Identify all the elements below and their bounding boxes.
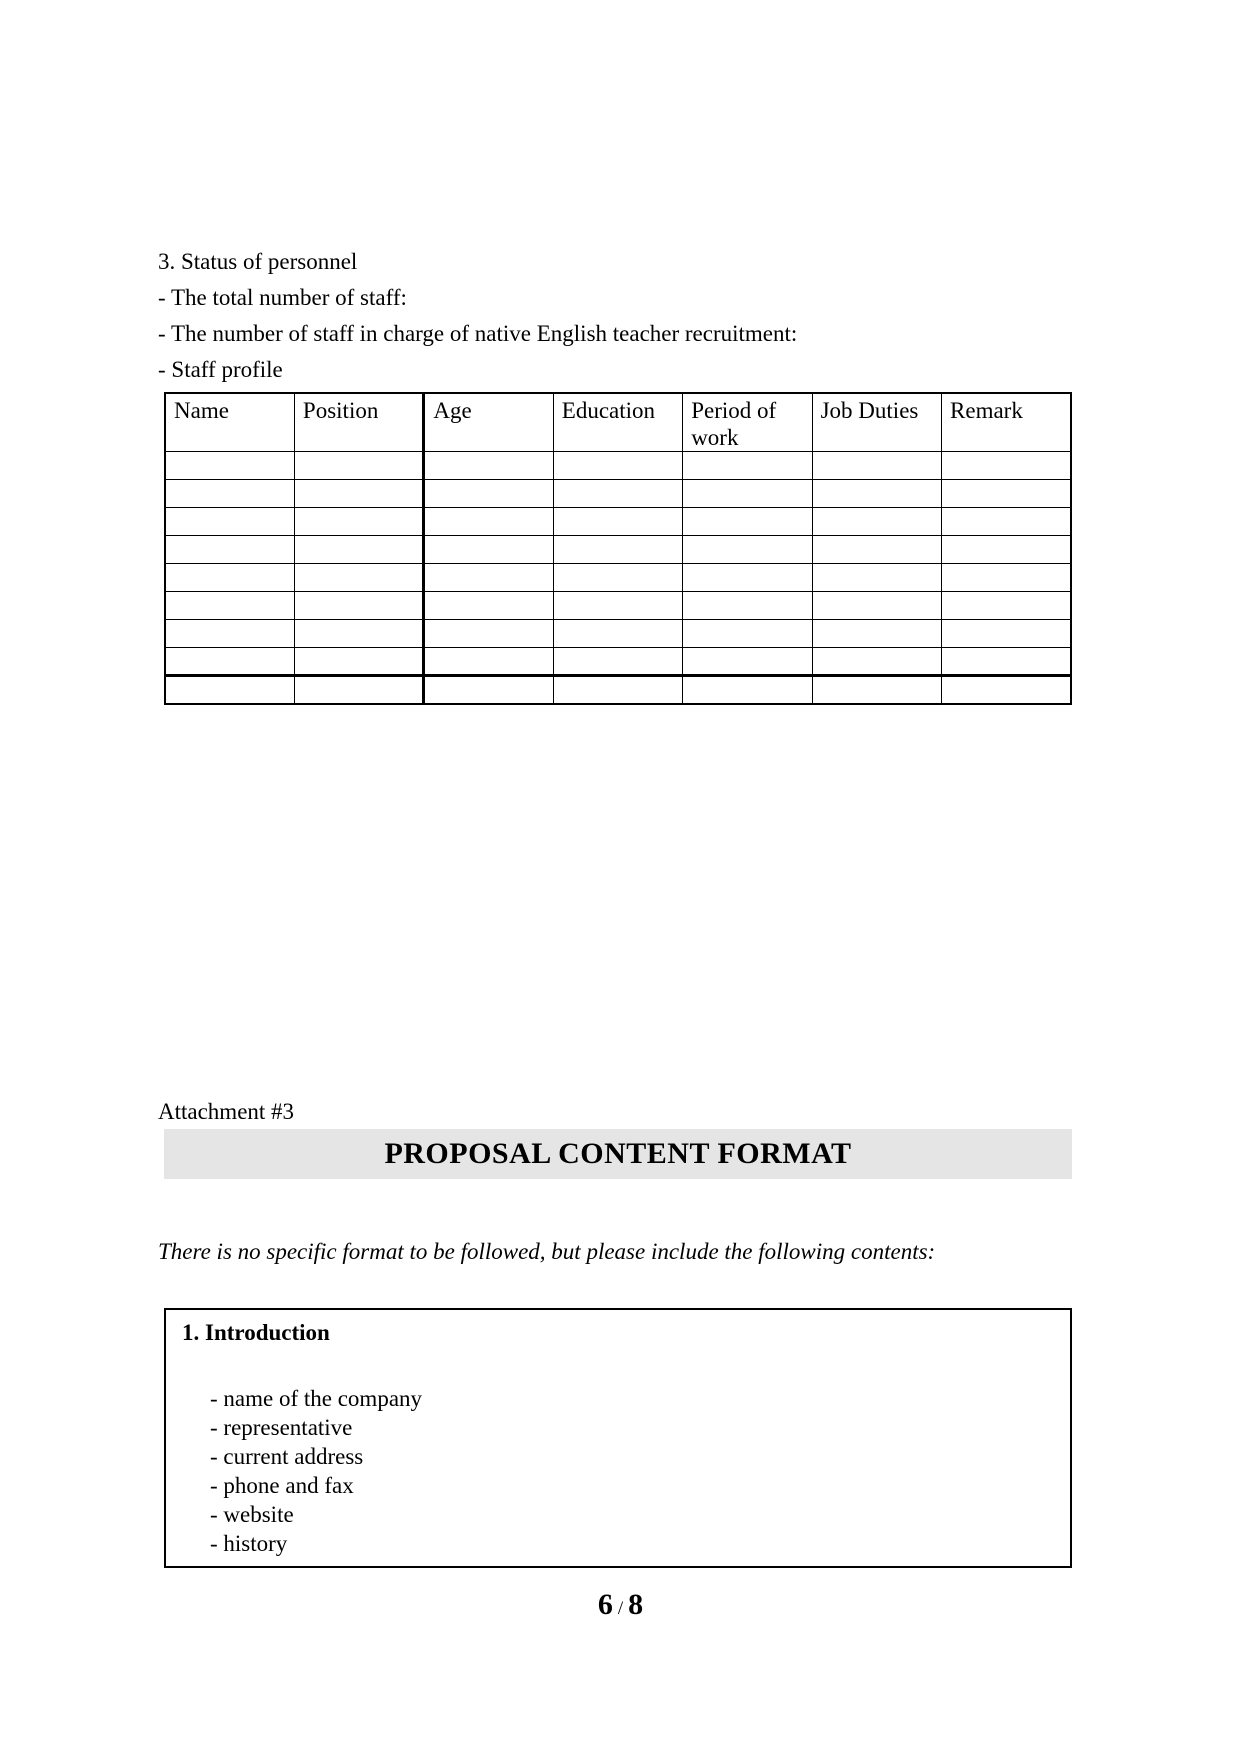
format-note: There is no specific format to be followed, but please include the following contents: (158, 1239, 936, 1264)
table-empty-cell (942, 452, 1071, 480)
table-empty-cell (553, 564, 682, 592)
table-empty-cell (294, 480, 423, 508)
table-header-cell: Remark (942, 393, 1071, 452)
table-empty-cell (812, 592, 941, 620)
table-empty-cell (294, 508, 423, 536)
introduction-list (182, 1384, 1054, 1558)
table-empty-cell (165, 536, 294, 564)
table-empty-cell (683, 592, 812, 620)
table-empty-cell (294, 564, 423, 592)
table-empty-cell (942, 564, 1071, 592)
table-header-row (165, 393, 1071, 452)
table-empty-cell (424, 508, 553, 536)
table-empty-cell (165, 592, 294, 620)
table-empty-cell (942, 508, 1071, 536)
intro-item: - name of the company (210, 1386, 423, 1411)
table-empty-cell (165, 648, 294, 676)
table-empty-cell (165, 564, 294, 592)
table-header-cell: Position (294, 393, 423, 452)
table-empty-cell (683, 648, 812, 676)
table-empty-cell (683, 676, 812, 704)
table-empty-cell (812, 452, 941, 480)
table-empty-cell (683, 480, 812, 508)
staff-table-body (165, 452, 1071, 704)
intro-item: - representative (210, 1415, 353, 1440)
table-empty-cell (553, 536, 682, 564)
table-row (165, 676, 1071, 704)
table-empty-cell (812, 536, 941, 564)
table-header-cell: Period of work (683, 393, 812, 452)
recruitment-staff-line: - The number of staff in charge of native English teacher recruitment: (158, 321, 798, 346)
page-number-total: 8 (628, 1588, 644, 1621)
table-empty-cell (165, 676, 294, 704)
intro-item: - current address (210, 1444, 364, 1469)
table-empty-cell (424, 452, 553, 480)
intro-item: - phone and fax (210, 1473, 354, 1498)
table-empty-cell (553, 648, 682, 676)
table-empty-cell (812, 564, 941, 592)
table-row (165, 452, 1071, 480)
table-empty-cell (424, 564, 553, 592)
proposal-title-band (164, 1129, 1072, 1179)
status-of-personnel-section (158, 244, 1078, 705)
staff-profile-line: - Staff profile (158, 357, 283, 382)
table-empty-cell (553, 452, 682, 480)
table-empty-cell (165, 480, 294, 508)
table-empty-cell (942, 536, 1071, 564)
table-empty-cell (294, 592, 423, 620)
table-empty-cell (424, 620, 553, 648)
table-empty-cell (812, 648, 941, 676)
table-empty-cell (812, 620, 941, 648)
table-empty-cell (294, 536, 423, 564)
table-empty-cell (294, 648, 423, 676)
table-row (165, 564, 1071, 592)
table-empty-cell (294, 676, 423, 704)
table-header-cell: Job Duties (812, 393, 941, 452)
table-empty-cell (165, 452, 294, 480)
table-empty-cell (942, 480, 1071, 508)
intro-item: - history (210, 1531, 288, 1556)
page-number-separator: / (617, 1598, 624, 1619)
table-row (165, 620, 1071, 648)
table-empty-cell (812, 676, 941, 704)
introduction-box (164, 1308, 1072, 1568)
table-empty-cell (424, 536, 553, 564)
table-empty-cell (553, 676, 682, 704)
section-heading: 3. Status of personnel (158, 249, 358, 274)
page-number (0, 1588, 1241, 1622)
table-empty-cell (683, 620, 812, 648)
table-empty-cell (424, 676, 553, 704)
total-staff-line: - The total number of staff: (158, 285, 407, 310)
attachment-section (158, 1095, 1078, 1568)
table-empty-cell (942, 592, 1071, 620)
table-empty-cell (424, 648, 553, 676)
table-header-cell: Education (553, 393, 682, 452)
table-empty-cell (165, 508, 294, 536)
table-empty-cell (683, 536, 812, 564)
table-empty-cell (553, 508, 682, 536)
page-number-current: 6 (597, 1588, 613, 1621)
table-empty-cell (683, 452, 812, 480)
staff-table-header (165, 393, 1071, 452)
table-header-cell: Age (424, 393, 553, 452)
table-header-cell: Name (165, 393, 294, 452)
introduction-heading: 1. Introduction (182, 1320, 330, 1345)
intro-item: - website (210, 1502, 294, 1527)
table-empty-cell (942, 676, 1071, 704)
attachment-label: Attachment #3 (158, 1099, 295, 1124)
table-empty-cell (812, 508, 941, 536)
proposal-title: PROPOSAL CONTENT FORMAT (384, 1137, 852, 1170)
table-empty-cell (553, 592, 682, 620)
table-row (165, 508, 1071, 536)
table-empty-cell (553, 620, 682, 648)
table-empty-cell (424, 592, 553, 620)
table-empty-cell (942, 620, 1071, 648)
table-row (165, 648, 1071, 676)
table-empty-cell (424, 480, 553, 508)
table-row (165, 536, 1071, 564)
table-row (165, 480, 1071, 508)
table-empty-cell (294, 452, 423, 480)
table-empty-cell (294, 620, 423, 648)
staff-profile-table (164, 392, 1072, 705)
table-empty-cell (683, 564, 812, 592)
table-empty-cell (165, 620, 294, 648)
table-empty-cell (812, 480, 941, 508)
table-empty-cell (553, 480, 682, 508)
table-row (165, 592, 1071, 620)
table-empty-cell (942, 648, 1071, 676)
table-empty-cell (683, 508, 812, 536)
